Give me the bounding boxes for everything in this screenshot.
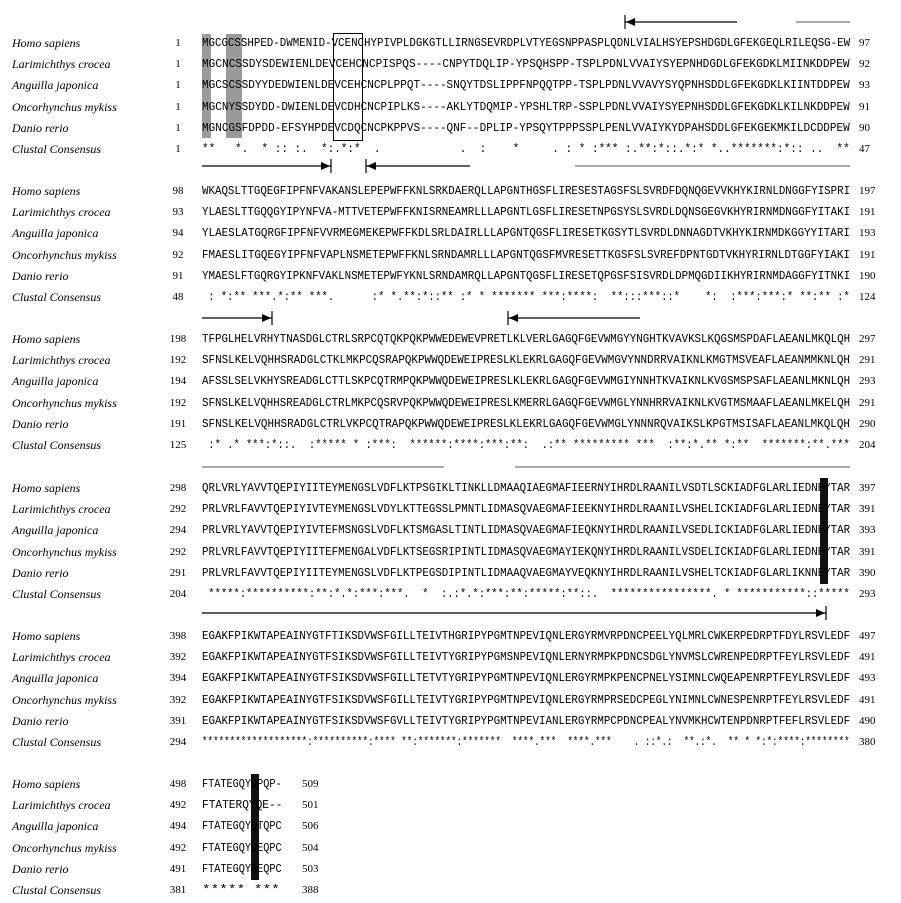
- start-position: 394: [169, 672, 187, 685]
- end-position: 204: [859, 439, 876, 451]
- start-position: 492: [169, 841, 187, 854]
- sequence-line: FMAESLITGQEGYIPFNFVAPLNSMETEPWFFKNLSRNDAMRLLLAPGNTQGSFMVRESETTKGSFSLSVREFDPNTGDTVKHYRIRNLDTGGFYIAKI: [202, 247, 850, 262]
- sequence-line: FTATEGQYQEQPC: [202, 861, 282, 876]
- end-position: 388: [302, 884, 319, 896]
- species-label: Clustal Consensus: [12, 290, 102, 304]
- start-position: 198: [169, 333, 187, 345]
- end-position: 393: [859, 524, 876, 537]
- end-position: 93: [859, 79, 870, 92]
- end-position: 391: [859, 545, 876, 558]
- consensus-line: *******************:**********:**** **:*******:******* ****.*** ****.*** . ::*.: **.:*. ** * *:*:****:********: [202, 735, 850, 749]
- start-position: 494: [169, 820, 187, 833]
- start-position: 125: [169, 439, 187, 451]
- end-position: 397: [859, 482, 876, 494]
- sequence-line: EGAKFPIKWTAPEAINYGTFSIKSDVWSFGILLTEIVTYGRIPYPGMSNPEVIQNLERNYRMPKPDNCSDGLYNVMSLCWRENPEDRPTFEYLRSVLEDF: [202, 650, 851, 665]
- consensus-line: : *:** ***.*:** ***. :* *.**:*::** :* * ******* ***:****: **:::***::* *: :***:***:* **:** :*: [202, 290, 850, 304]
- end-position: 197: [859, 185, 876, 197]
- end-position: 190: [859, 269, 876, 282]
- species-label: Larimichthys crocea: [12, 205, 111, 220]
- start-position: 1: [175, 37, 181, 49]
- start-position: 1: [175, 79, 181, 92]
- start-position: 381: [169, 884, 187, 896]
- start-position: 48: [172, 291, 184, 303]
- sequence-line: EGAKFPIKWTAPEAINYGTFSIKSDVWSFGILLTETVTYGRIPYPGMTNPEVIQNLERGYRMPKPENCPNELYSIMNLCWQEAPENRPTFEYLRSVLEDF: [202, 671, 851, 686]
- end-position: 391: [859, 503, 876, 516]
- beta-strand-arrow-head: [367, 162, 376, 170]
- species-label: Homo sapiens: [12, 777, 81, 791]
- end-position: 501: [302, 799, 319, 812]
- sequence-line: YLAESLTTGQQGYIPYNFVA-MTTVETEPWFFKNISRNEAMRLLLAPGNTLGSFLIRESETNPGSYSLSVRDLDQNSGEGVKHYRIRNMDNGGFYITAKI: [202, 205, 851, 220]
- species-label: Larimichthys crocea: [12, 650, 111, 665]
- start-position: 192: [169, 396, 187, 409]
- species-label: Anguilla japonica: [12, 671, 99, 686]
- start-position: 1: [175, 58, 181, 71]
- sequence-line: SFNSLKELVQHHSREADGLCTRLMKPCQSRVPQKPWWQDEWEIPRESLKMERRLGAGQFGEVWMGLYNNHRRVAIKNLKVGTMSMAAFLAEANLMKELQH: [202, 395, 851, 410]
- beta-strand-arrow-head: [626, 18, 635, 26]
- start-position: 292: [169, 503, 187, 516]
- end-position: 506: [302, 820, 319, 833]
- species-label: Anguilla japonica: [12, 374, 99, 389]
- consensus-line: *****:**********:**:*.*:***:***. * :.:*.*:***:**:*****:**::. ****************. * ***********::*****: [202, 587, 850, 601]
- end-position: 290: [859, 417, 876, 430]
- species-label: Homo sapiens: [12, 184, 81, 198]
- end-position: 390: [859, 566, 876, 579]
- species-label: Danio rerio: [12, 268, 69, 283]
- sequence-line: EGAKFPIKWTAPEAINYGTFSIKSDVWSFGVLLTEIVTYGRIPYPGMTNPEVIANLERGYRMPCPDNCPEALYNVMKHCWTENPDNRPTFEFLRSVLEDF: [202, 713, 851, 728]
- start-position: 498: [169, 778, 187, 790]
- species-label: Homo sapiens: [12, 332, 81, 346]
- species-label: Anguilla japonica: [12, 226, 99, 241]
- consensus-line: :* .* ***:*::. :***** * :***: ******:****:***:**: .:** ********* *** :**:*.** *:** *******:**.***: [202, 438, 850, 452]
- species-label: Clustal Consensus: [12, 142, 102, 156]
- sequence-line: FTATEGQYQPQP-: [202, 777, 282, 791]
- sequence-line: EGAKFPIKWTAPEAINYGTFSIKSDVWSFGILLTEIVTYGRIPYPGMTNPEVIQNLERGYRMPRSEDCPEGLYNIMNLCWNESPENRPTFEYLRSVLEDF: [202, 692, 851, 707]
- end-position: 504: [302, 841, 319, 854]
- end-position: 90: [859, 121, 870, 134]
- start-position: 292: [169, 545, 187, 558]
- sequence-line: MGCNCSSDYSDEWIENLDEVCEHCNCPISPQS----CNPYTDQLIP-YPSQHSPP-TSPLPDNLVVAIYSYEPNHDGDLGFEKGDKLMIINKDDPEW: [202, 57, 850, 72]
- end-position: 191: [859, 206, 876, 219]
- species-label: Danio rerio: [12, 713, 69, 728]
- end-position: 291: [859, 354, 876, 367]
- sequence-line: FTATEGQYQEQPC: [202, 840, 282, 855]
- start-position: 92: [172, 248, 184, 261]
- end-position: 97: [859, 37, 870, 49]
- start-position: 204: [169, 588, 187, 600]
- species-label: Homo sapiens: [12, 36, 81, 50]
- sequence-line: QRLVRLYAVVTQEPIYIITEYMENGSLVDFLKTPSGIKLTINKLLDMAAQIAEGMAFIEERNYIHRDLRAANILVSDTLSCKIADFGLARLIEDNEYTAR: [202, 481, 851, 495]
- sequence-line: AFSSLSELVKHYSREADGLCTTLSKPCQTRMPQKPWWQDEWEIPRESLKLEKRLGAGQFGEVWMGIYNNHTKVAIKNLKVGSMSPSAFLAEANLMKNLQH: [202, 374, 851, 389]
- end-position: 293: [859, 588, 876, 600]
- sequence-line: EGAKFPIKWTAPEAINYGTFTIKSDVWSFGILLTEIVTHGRIPYPGMTNPEVIQNLERGYRMVRPDNCPEELYQLMRLCWKERPEDRPTFDYLRSVLEDF: [202, 629, 851, 643]
- sequence-line: FTATEGQYQTQPC: [202, 819, 282, 834]
- sequence-line: PRLVRLYAVVTQEPIYIVTEFMSNGSLVDFLKTSMGASLTINTLIDMASQVAEGMAFIEQKNYIHRDLRAANILVSEDLICKIADFGLARLIEDNEYTAR: [202, 523, 851, 538]
- species-label: Anguilla japonica: [12, 819, 99, 834]
- start-position: 194: [169, 375, 187, 388]
- end-position: 91: [859, 100, 870, 113]
- consensus-line: ** *. * :: :. *:.*:* . . : * . : * :*** :.**:*::.*:* *..*******:*:: .. **: [202, 142, 850, 156]
- start-position: 1: [175, 100, 181, 113]
- species-label: Oncorhynchus mykiss: [12, 544, 117, 559]
- species-label: Clustal Consensus: [12, 587, 102, 601]
- end-position: 193: [859, 227, 876, 240]
- species-label: Danio rerio: [12, 861, 69, 876]
- species-label: Oncorhynchus mykiss: [12, 840, 117, 855]
- start-position: 391: [169, 714, 187, 727]
- species-label: Homo sapiens: [12, 629, 81, 643]
- start-position: 191: [169, 417, 187, 430]
- end-position: 124: [859, 291, 876, 303]
- start-position: 294: [169, 736, 187, 748]
- end-position: 293: [859, 375, 876, 388]
- start-position: 98: [172, 185, 184, 197]
- end-position: 291: [859, 396, 876, 409]
- sequence-line: YLAESLATGQRGFIPFNFVVRMEGMEKEPWFFKDLSRLDAIRLLLAPGNTQGSFLIRESETKGSYTLSVRDLDNNAGDTVKHYKIRNMDKGGYYITARI: [202, 226, 850, 241]
- species-label: Clustal Consensus: [12, 883, 102, 897]
- species-label: Larimichthys crocea: [12, 353, 111, 368]
- species-label: Larimichthys crocea: [12, 57, 111, 72]
- species-label: Larimichthys crocea: [12, 798, 111, 813]
- end-position: 92: [859, 58, 870, 71]
- sequence-line: WKAQSLTTGQEGFIPFNFVAKANSLEPEPWFFKNLSRKDAERQLLAPGNTHGSFLIRESESTAGSFSLSVRDFDQNQGEVVKHYKIRNLDNGGFYISPRI: [202, 184, 851, 198]
- species-label: Larimichthys crocea: [12, 502, 111, 517]
- species-label: Oncorhynchus mykiss: [12, 692, 117, 707]
- start-position: 294: [169, 524, 187, 537]
- species-label: Oncorhynchus mykiss: [12, 99, 117, 114]
- species-label: Anguilla japonica: [12, 523, 99, 538]
- start-position: 392: [169, 693, 187, 706]
- sequence-line: FTATERQYQE--: [202, 798, 283, 813]
- start-position: 398: [169, 630, 187, 642]
- species-label: Clustal Consensus: [12, 735, 102, 749]
- species-label: Anguilla japonica: [12, 78, 99, 93]
- sequence-line: PRLVRLFAVVTQEPIYIITEFMENGALVDFLKTSEGSRIPINTLIDMASQVAEGMAYIEKQNYIHRDLRAANILVSDELICKIADFGLARLIEDNEYTAR: [202, 544, 851, 559]
- species-label: Danio rerio: [12, 565, 69, 580]
- end-position: 191: [859, 248, 876, 261]
- start-position: 298: [169, 482, 187, 494]
- sequence-line: PRLVRLFAVVTQEPIYIITEYMENGSLVDFLKTPEGSDIPINTLIDMAAQVAEGMAYVEQKNYIHRDLRAANILVSHELTCKIADFGLARLIKNNEYTAR: [202, 565, 851, 580]
- species-label: Homo sapiens: [12, 481, 81, 495]
- end-position: 490: [859, 714, 876, 727]
- sequence-line: MGCNYSSDYDD-DWIENLDEVCDHCNCPIPLKS----AKLYTDQMIP-YPSHLTRP-SSPLPDNLVVAIYSYEPNHSDDLGFEKGDKLKILNKDDPEW: [202, 99, 850, 114]
- start-position: 93: [172, 206, 184, 219]
- end-position: 491: [859, 651, 876, 664]
- species-label: Oncorhynchus mykiss: [12, 247, 117, 262]
- end-position: 380: [859, 736, 876, 748]
- sequence-line: SFNSLKELVQHHSRADGLCTRLVKPCQTRAPQKPWWQDEWEIPRESLKLEKRLGAGQFGEVWMGLYNNNRQVAIKSLKPGTMSISAFLAEANLMKQLQH: [202, 416, 850, 431]
- sequence-line: PRLVRLFAVVTQEPIYIVTEYMENGSLVDYLKTTEGSSLPMNTLIDMASQVAEGMAFIEEKNYIHRDLRAANILVSHELICKIADFGLARLIEDNEYTAR: [202, 502, 851, 517]
- species-label: Oncorhynchus mykiss: [12, 395, 117, 410]
- sequence-line: MGCSCSSDYYDEDWIENLDEVCEHCNCPLPPQT----SNQYTDSLIPPFNPQQTPP-TSPLPDNLVVAVYSYQPNHSDDLGFEKGDKLKIINTDDPEW: [202, 78, 850, 93]
- start-position: 91: [172, 269, 184, 282]
- sequence-line: MGNCGSFDPDD-EFSYHPDEVCDQCNCPKPPVS----QNF--DPLIP-YPSQYTPPPSSPLPENLVVAIYKYDPAHSDDLGFEKGEKMKILDCDDPEW: [202, 120, 850, 135]
- alignment-span-arrow-head: [816, 609, 825, 617]
- start-position: 392: [169, 651, 187, 664]
- species-label: Clustal Consensus: [12, 438, 102, 452]
- end-position: 297: [859, 333, 876, 345]
- sequence-line: SFNSLKELVQHHSRADGLCTKLMKPCQSRAPQKPWWQDEWEIPRESLKLEKRLGAGQFGEVWMGVYNNDRRVAIKNLKMGTMSVEAFLAEANMMKNLQH: [202, 353, 850, 368]
- end-position: 509: [302, 778, 319, 790]
- beta-strand-arrow-head: [321, 162, 330, 170]
- start-position: 1: [175, 121, 181, 134]
- end-position: 497: [859, 630, 876, 642]
- sequence-line: TFPGLHELVRHYTNASDGLCTRLSRPCQTQKPQKPWWEDEWEVPRETLKLVERLGAGQFGEVWMGYYNGHTKVAVKSLKQGSMSPDAFLAEANLMKQLQH: [202, 332, 851, 346]
- sequence-line: MGCGCSSHPED-DWMENID-VCENCHYPIVPLDGKGTLLIRNGSEVRDPLVTYEGSNPPASPLQDNLVIALHSYEPSHDGDLGFEKGEQLRILEQSG-EW: [202, 36, 851, 50]
- end-position: 491: [859, 693, 876, 706]
- end-position: 493: [859, 672, 876, 685]
- end-position: 47: [859, 143, 870, 155]
- beta-strand-arrow-head: [262, 314, 271, 322]
- sequence-line: YMAESLFTGQRGYIPKNFVAKLNSMETEPWFYKNLSRNDAMRQLLAPGNTQGSFLIRESETQPGSFSISVRDLDPMQGDIIKHYRIRNMDAGGFYITNKI: [202, 268, 851, 283]
- start-position: 1: [175, 143, 181, 155]
- start-position: 192: [169, 354, 187, 367]
- end-position: 503: [302, 862, 319, 875]
- start-position: 491: [169, 862, 187, 875]
- beta-strand-arrow-head: [509, 314, 518, 322]
- consensus-line: ***** ***: [202, 883, 280, 897]
- start-position: 492: [169, 799, 187, 812]
- species-label: Danio rerio: [12, 416, 69, 431]
- species-label: Danio rerio: [12, 120, 69, 135]
- start-position: 291: [169, 566, 187, 579]
- start-position: 94: [172, 227, 184, 240]
